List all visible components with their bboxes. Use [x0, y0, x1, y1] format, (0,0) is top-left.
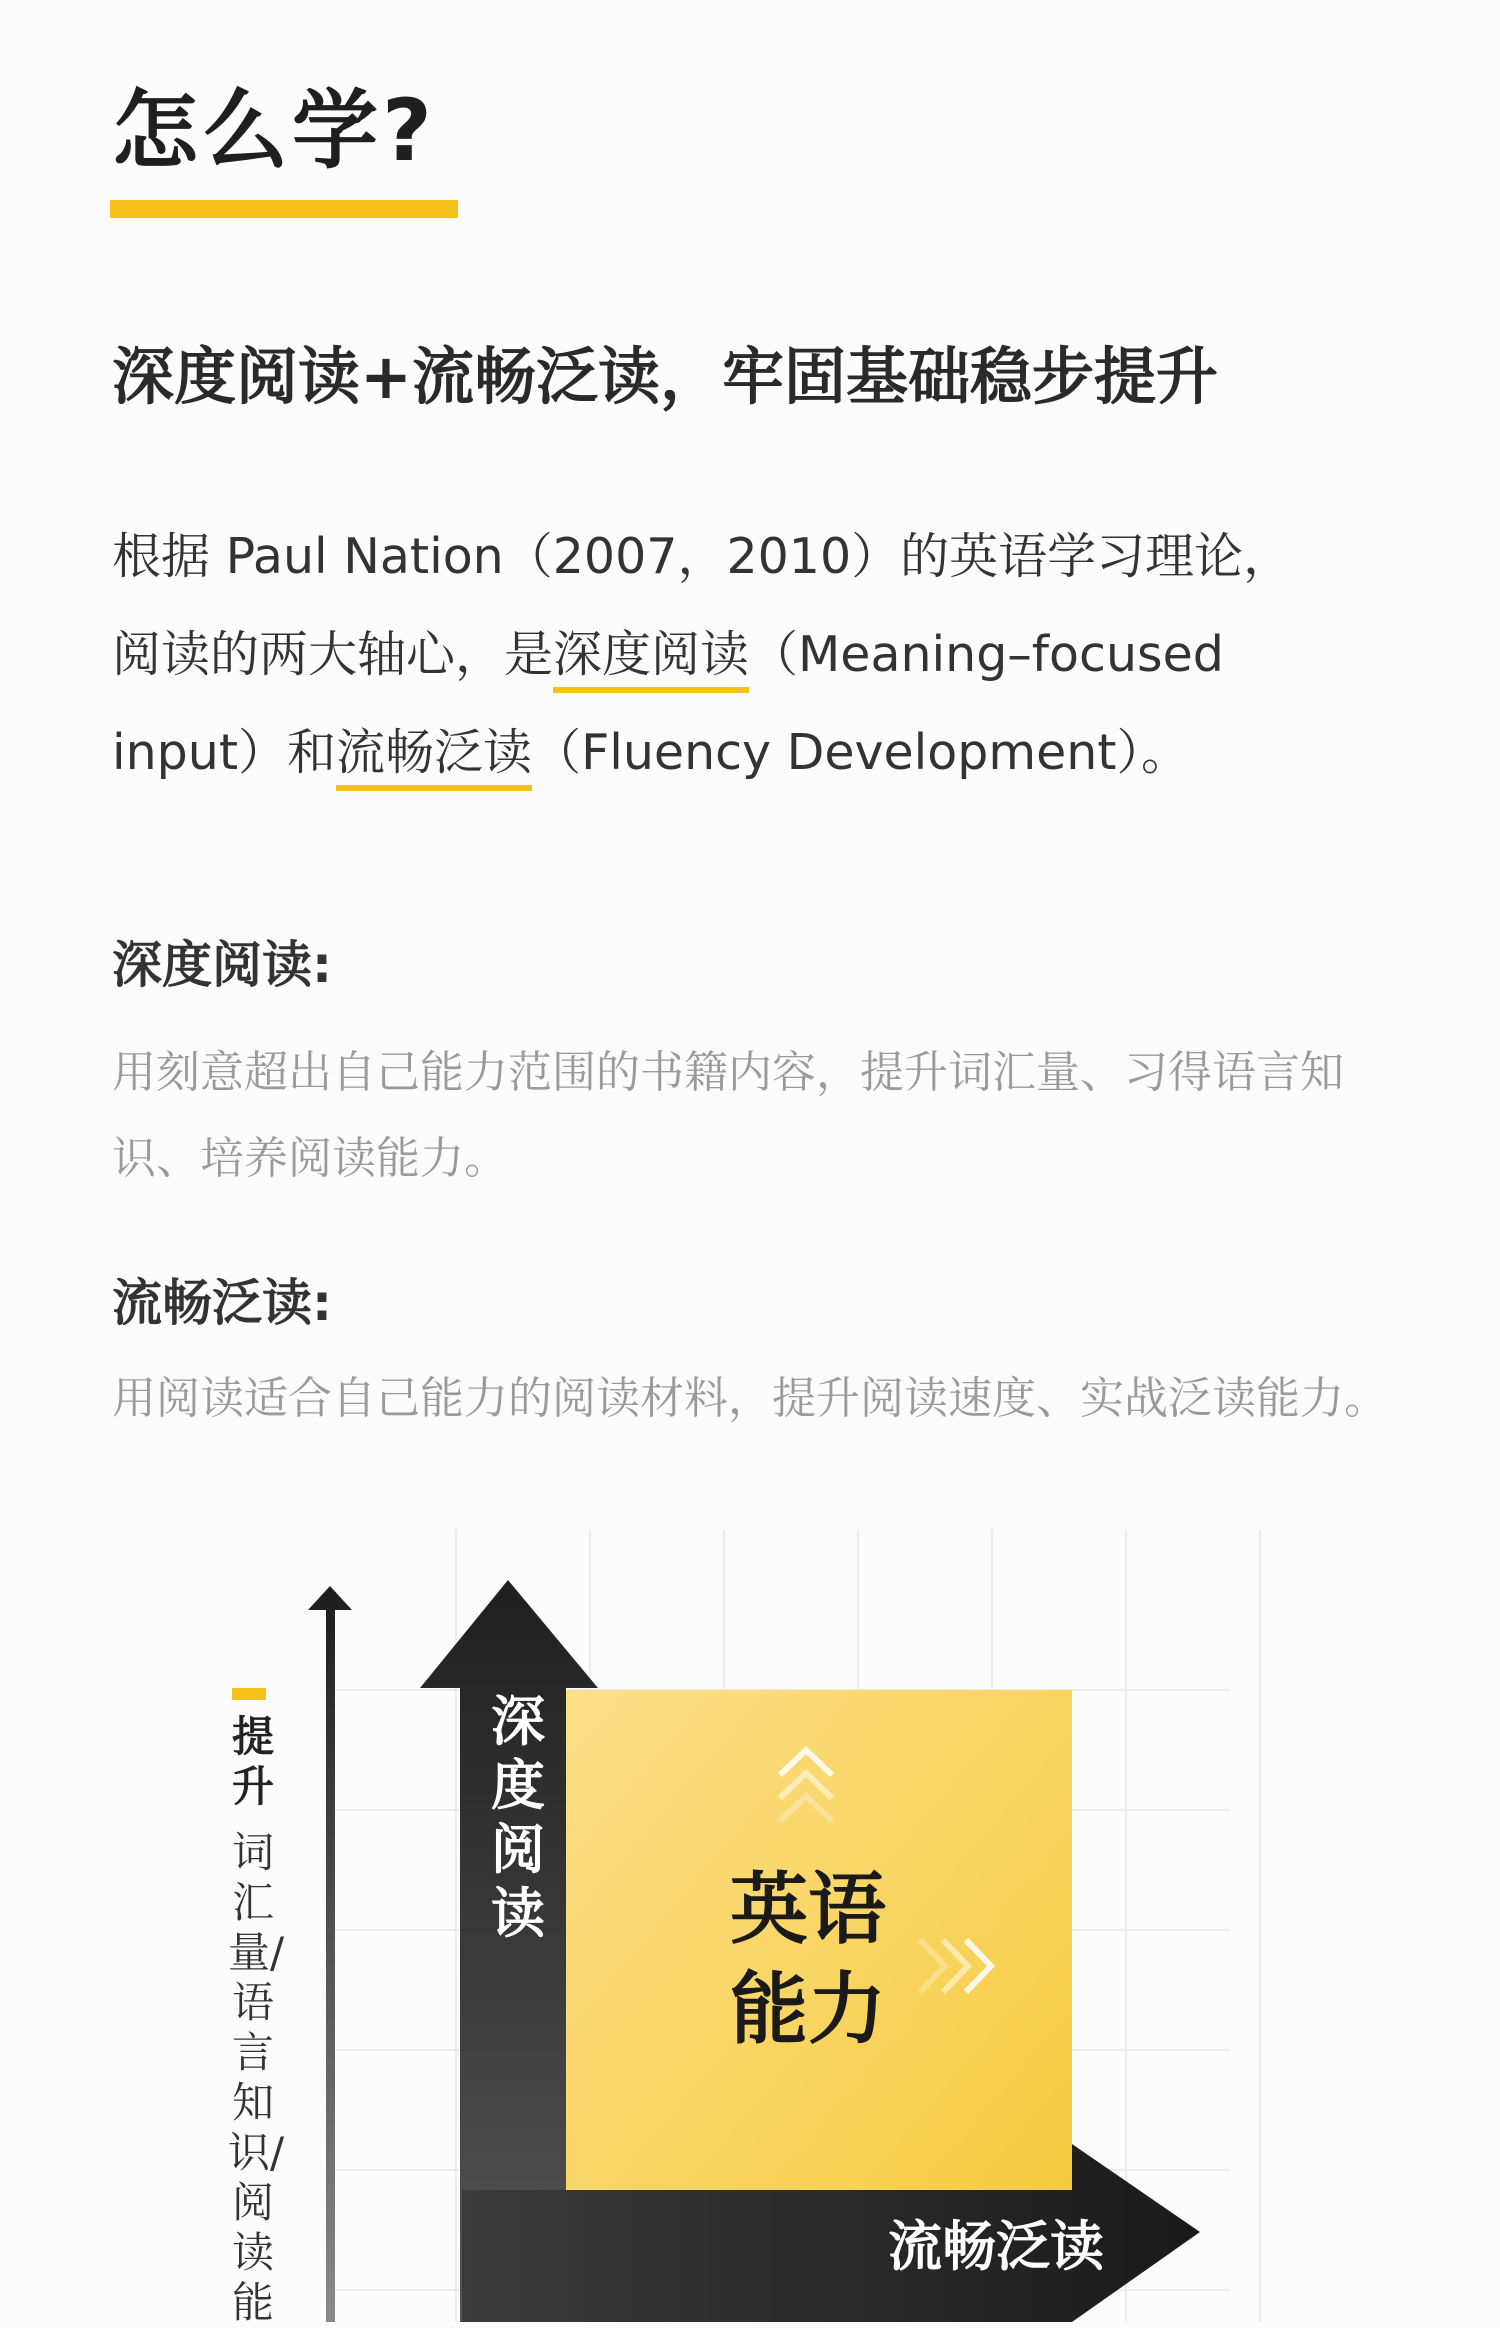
deep-reading-body — [112, 1030, 1412, 1202]
side-axis-label — [228, 1712, 285, 2328]
intro-line-2 — [112, 606, 1392, 704]
deep-reading-line-1: 用刻意超出自己能力范围的书籍内容，提升词汇量、习得语言知 — [112, 1047, 1344, 1098]
deep-reading-title: 深度阅读: — [112, 936, 332, 994]
section-subtitle: 深度阅读+流畅泛读，牢固基础稳步提升 — [112, 340, 1218, 413]
title-underline — [110, 200, 458, 218]
fluent-reading-title: 流畅泛读: — [112, 1274, 332, 1332]
intro-line-3-post: （Fluency Development）。 — [532, 724, 1190, 781]
intro-line-2-pre: 阅读的两大轴心，是 — [112, 626, 554, 683]
page-title: 怎么学? — [112, 81, 436, 181]
fluent-reading-body — [112, 1356, 1412, 1442]
highlight-deep-reading: 深度阅读 — [553, 626, 749, 693]
intro-paragraph — [112, 508, 1392, 802]
intro-line-1: 根据 Paul Nation（2007，2010）的英语学习理论， — [112, 528, 1293, 585]
side-label-rest: 词汇量/语言知识/阅读能 — [228, 1828, 285, 2327]
highlight-fluent-reading: 流畅泛读 — [336, 724, 532, 791]
reading-diagram — [0, 1500, 1500, 2327]
fluent-reading-line-1: 用阅读适合自己能力的阅读材料，提升阅读速度、实战泛读能力。 — [112, 1373, 1388, 1424]
side-label-accent — [232, 1688, 266, 1700]
vertical-arrow-label: 深度阅读 — [491, 1690, 545, 1945]
deep-reading-line-2: 识、培养阅读能力。 — [112, 1133, 508, 1184]
side-label-strong: 提升 — [231, 1712, 274, 1811]
horizontal-arrow-label: 流畅泛读 — [888, 2215, 1104, 2278]
ability-label — [730, 1860, 900, 2060]
ability-line-2: 能力 — [730, 1965, 887, 2055]
vertical-axis-line — [326, 1604, 335, 2322]
intro-line-3-pre: input）和 — [112, 724, 337, 781]
intro-line-2-post: （Meaning–focused — [749, 626, 1224, 683]
ability-line-1: 英语 — [730, 1865, 887, 1955]
intro-line-3 — [112, 704, 1392, 802]
